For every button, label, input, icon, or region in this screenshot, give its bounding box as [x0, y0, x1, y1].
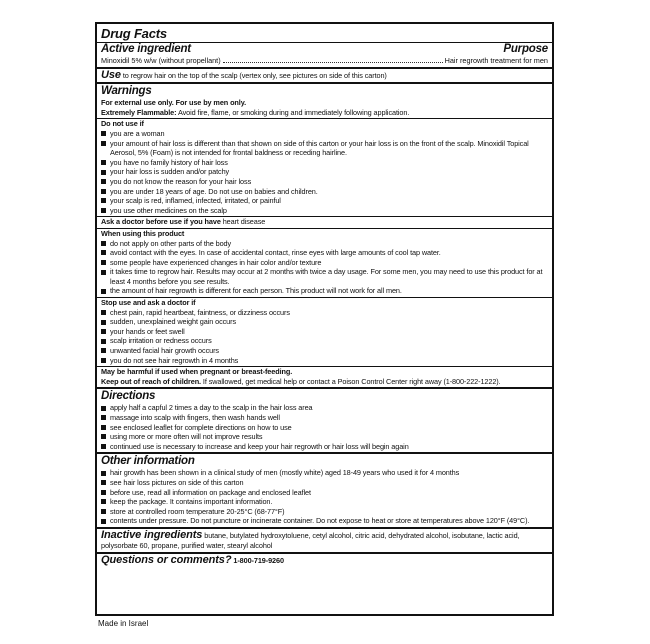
when-using-heading: When using this product [101, 228, 185, 238]
purpose-heading: Purpose [503, 43, 548, 55]
directions-section [101, 389, 548, 451]
stop-use-list [101, 308, 548, 366]
inactive-ingredients-heading: Inactive ingredients [101, 528, 203, 541]
other-information-heading: Other information [101, 455, 195, 468]
made-in-label: Made in Israel [98, 619, 149, 628]
ask-doctor-text: heart disease [222, 217, 266, 227]
leader-dots [223, 62, 443, 63]
active-ingredient-header [101, 43, 548, 56]
use-heading: Use [101, 68, 121, 81]
purpose-text: Hair regrowth treatment for men [444, 56, 548, 65]
list-item: some people have experienced changes in hair color and/or texture [101, 258, 548, 268]
list-item: the amount of hair regrowth is different for each person. This product will not work for all men. [101, 286, 548, 296]
drug-facts-panel [95, 22, 554, 616]
inactive-ingredients-section [101, 529, 548, 551]
list-item: using more or more often will not improve results [101, 432, 548, 442]
list-item: you have no family history of hair loss [101, 158, 548, 168]
list-item: your hair loss is sudden and/or patchy [101, 167, 548, 177]
list-item: see hair loss pictures on side of this carton [101, 478, 548, 488]
list-item: store at controlled room temperature 20-25°C (68-77°F) [101, 507, 548, 517]
active-ingredient-line [101, 56, 548, 66]
list-item: see enclosed leaflet for complete directions on how to use [101, 423, 548, 433]
list-item: you use other medicines on the scalp [101, 206, 548, 216]
list-item: before use, read all information on package and enclosed leaflet [101, 488, 548, 498]
active-ingredient-text: Minoxidil 5% w/w (without propellant) [101, 56, 221, 65]
list-item: massage into scalp with fingers, then wash hands well [101, 413, 548, 423]
list-item: hair growth has been shown in a clinical study of men (mostly white) aged 18-49 years who used it for 4 months [101, 468, 548, 478]
directions-heading: Directions [101, 390, 156, 403]
list-item: continued use is necessary to increase and keep your hair regrowth or hair loss will begin again [101, 442, 548, 452]
do-not-use-heading: Do not use if [101, 119, 144, 129]
list-item: chest pain, rapid heartbeat, faintness, or dizziness occurs [101, 308, 548, 318]
warnings-section [101, 84, 548, 386]
list-item: sudden, unexplained weight gain occurs [101, 317, 548, 327]
inactive-ingredients-text: butane, butylated hydroxytoluene, cetyl alcohol, citric acid, dehydrated alcohol, isobutane, lactic acid, polysorbate 60, propane, purified water, stearyl alcohol [101, 530, 520, 550]
list-item: avoid contact with the eyes. In case of accidental contact, rinse eyes with large amounts of cool tap water. [101, 248, 548, 258]
external-use-warning: For external use only. For use by men only. [101, 98, 247, 108]
when-using-list [101, 239, 548, 297]
list-item: you are under 18 years of age. Do not use on babies and children. [101, 187, 548, 197]
flammable-warning [101, 108, 548, 118]
list-item: your scalp is red, inflamed, infected, irritated, or painful [101, 196, 548, 206]
directions-list [101, 403, 548, 451]
ask-doctor-label: Ask a doctor before use if you have [101, 217, 221, 227]
flammable-text: Avoid fire, flame, or smoking during and immediately following application. [178, 107, 410, 117]
questions-section [101, 554, 548, 566]
other-information-section [101, 454, 548, 526]
stop-use-heading: Stop use and ask a doctor if [101, 298, 196, 308]
list-item: keep the package. It contains important information. [101, 497, 548, 507]
list-item: it takes time to regrow hair. Results may occur at 2 months with twice a day usage. For some men, you may need to use this product for at least 4 months before you see results. [101, 267, 548, 286]
list-item: scalp irritation or redness occurs [101, 336, 548, 346]
flammable-label: Extremely Flammable: [101, 107, 177, 117]
list-item: apply half a capful 2 times a day to the scalp in the hair loss area [101, 403, 548, 413]
ask-doctor-line [101, 217, 548, 227]
active-ingredient-heading: Active ingredient [101, 43, 191, 55]
list-item: your hands or feet swell [101, 327, 548, 337]
list-item: you do not see hair regrowth in 4 months [101, 356, 548, 366]
list-item: you are a woman [101, 129, 548, 139]
do-not-use-list [101, 129, 548, 215]
children-label: Keep out of reach of children. [101, 376, 201, 386]
list-item: unwanted facial hair growth occurs [101, 346, 548, 356]
other-information-list [101, 468, 548, 526]
list-item: contents under pressure. Do not puncture or incinerate container. Do not expose to heat or store at temperatures above 120°F (49°C). [101, 516, 548, 526]
list-item: do not apply on other parts of the body [101, 239, 548, 249]
drug-facts-title: Drug Facts [101, 26, 167, 41]
list-item: your amount of hair loss is different than that shown on side of this carton or your hair loss is on the front of the scalp. Minoxidil Topical Aerosol, 5% (Foam) is not intended for frontal baldness or receding hairline. [101, 139, 548, 158]
list-item: you do not know the reason for your hair loss [101, 177, 548, 187]
questions-phone: 1-800-719-9260 [233, 556, 284, 566]
questions-heading: Questions or comments? [101, 554, 232, 567]
use-section [101, 69, 548, 82]
children-warning [101, 377, 548, 387]
children-text: If swallowed, get medical help or contact a Poison Control Center right away (1-800-222-1222). [202, 376, 501, 386]
warnings-heading: Warnings [101, 85, 152, 98]
use-text: to regrow hair on the top of the scalp (vertex only, see pictures on side of this carton) [122, 70, 387, 80]
pregnancy-warning: May be harmful if used when pregnant or breast-feeding. [101, 367, 293, 377]
